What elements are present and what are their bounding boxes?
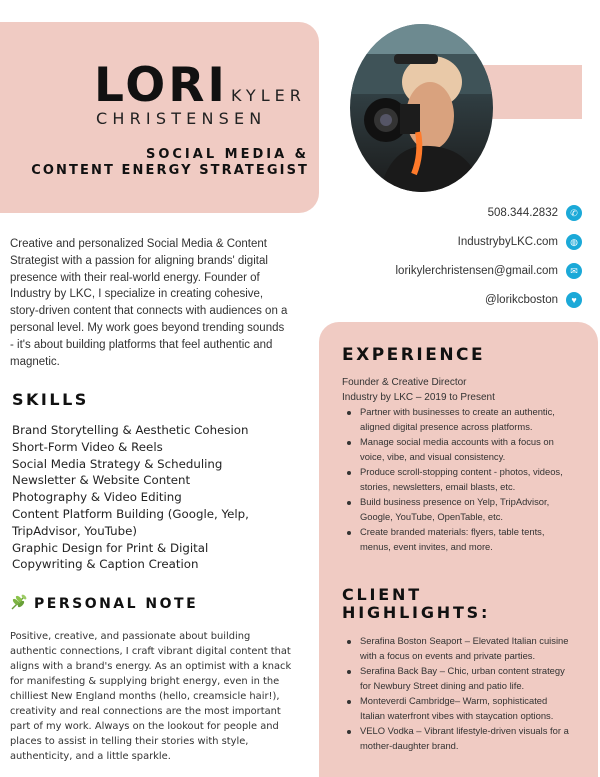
profile-photo [350,24,493,192]
skill-item: Content Platform Building (Google, Yelp, TripAdvisor, YouTube) [12,506,249,538]
last-name: CHRISTENSEN [96,109,267,128]
skill-item: Graphic Design for Print & Digital [12,540,209,555]
experience-heading: EXPERIENCE [342,345,486,365]
skill-item: Short-Form Video & Reels [12,439,163,454]
contact-email[interactable] [396,263,583,279]
portrait-illustration [350,24,493,192]
mail-icon: ✉ [566,263,582,279]
contact-social[interactable] [485,292,582,308]
skill-item: Newsletter & Website Content [12,473,191,488]
contact-website[interactable] [458,234,582,250]
client-highlights-heading [342,586,490,622]
client-bullet: Serafina Boston Seaport – Elevated Italian cuisine with a focus on events and private parties. [342,634,574,664]
heart-icon: ♥ [566,292,582,308]
client-heading-line2: HIGHLIGHTS: [342,603,491,622]
client-heading-line1: CLIENT [342,585,422,604]
job-title-line1: SOCIAL MEDIA & [145,147,309,162]
skill-item: Social Media Strategy & Scheduling [12,456,223,471]
personal-note-heading: PERSONAL NOTE [34,596,199,612]
experience-bullet: Partner with businesses to create an authentic, aligned digital presence across platforms. [342,405,567,435]
experience-role: Founder & Creative Director [342,377,467,388]
experience-bullets [342,405,567,555]
skill-item: Photography & Video Editing [12,490,182,505]
skill-item: Copywriting & Caption Creation [12,557,199,572]
client-bullet: Monteverdi Cambridge– Warm, sophisticated Italian waterfront vibes with staycation options. [342,694,574,724]
skill-item: Brand Storytelling & Aesthetic Cohesion [12,423,249,437]
client-bullets [342,634,574,754]
globe-icon: ◍ [566,234,582,250]
bio-paragraph: Creative and personalized Social Media & Content Strategist with a passion for aligning brands' digital presence with their real-world energy. Founder of Industry by LKC, I specialize in creating cohesive, story-driven content that connects with audiences on a personal level. My work goes beyond trending sounds - it's about building platforms that feel authentic and magnetic. [10,238,288,368]
client-bullet: Serafina Back Bay – Chic, urban content strategy for Newbury Street dining and patio life. [342,664,574,694]
middle-name: KYLER [231,86,306,105]
website-text: IndustrybyLKC.com [457,236,558,248]
leaf-icon [10,593,28,611]
phone-text: 508.344.2832 [487,207,558,219]
experience-bullet: Produce scroll-stopping content - photos, videos, stories, newsletters, email blasts, etc. [342,465,567,495]
experience-bullet: Manage social media accounts with a focus on voice, vibe, and visual consistency. [342,435,567,465]
contact-phone[interactable] [488,205,582,221]
first-name: LORI [94,58,228,113]
phone-icon: ✆ [566,205,582,221]
experience-bullet: Create branded materials: flyers, table tents, menus, event invites, and more. [342,525,567,555]
skills-list [12,422,297,573]
experience-company: Industry by LKC – 2019 to Present [342,391,495,403]
client-bullet: VELO Vodka – Vibrant lifestyle-driven visuals for a mother-daughter brand. [342,724,574,754]
personal-note-text: Positive, creative, and passionate about building authentic connections, I craft vibrant digital content that aligns with a brand's energy. As an optimist with a knack for manifesting & supplying bright energy, even in the chilliest New England months (hello, creamsicle hair!), creativity and real connections are the most important part of my work. Always on the lookout for people and places to assist in telling their stories with style, authenticity, and a little sparkle. [10,631,292,762]
job-title-line2: CONTENT ENERGY STRATEGIST [31,163,309,178]
social-text: @lorikcboston [484,294,558,306]
experience-bullet: Build business presence on Yelp, TripAdvisor, Google, YouTube, OpenTable, etc. [342,495,567,525]
email-text: lorikylerchristensen@gmail.com [395,265,558,277]
experience-role-block [342,376,582,405]
skills-heading: SKILLS [12,390,89,409]
